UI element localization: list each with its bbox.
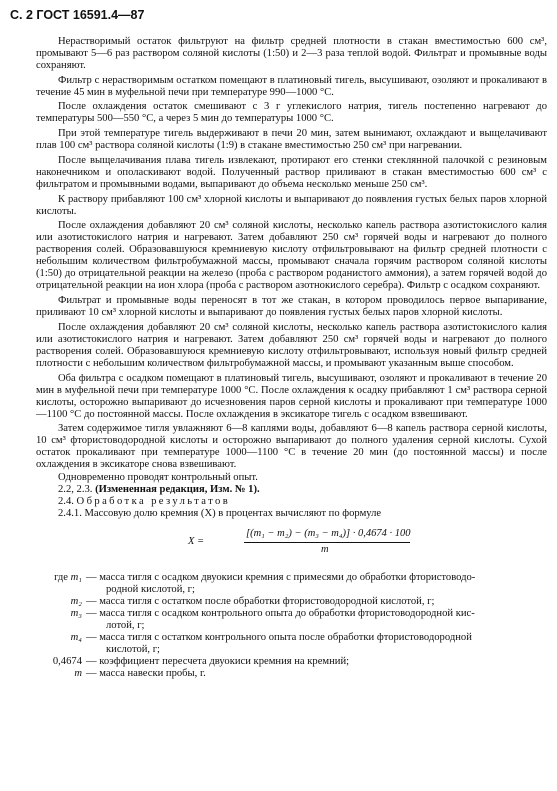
section-title: Обработка результатов bbox=[76, 495, 231, 507]
definition-continuation: лотой, г; bbox=[106, 619, 145, 631]
definition-line: — масса тигля с остатком после обработки фтористоводородной кислотой, г; bbox=[86, 595, 435, 607]
symbol-m: m bbox=[74, 668, 82, 680]
definition-row bbox=[36, 632, 547, 656]
document-body bbox=[36, 36, 547, 680]
definition-row bbox=[36, 572, 547, 596]
edition-prefix: 2.2, 2.3. bbox=[58, 483, 96, 495]
definitions-list bbox=[36, 572, 547, 680]
section-heading bbox=[36, 496, 547, 508]
paragraph: Фильтр с нерастворимым остатком помещают в платиновый тигель, высушивают, озоляют и прокаливают в течение 45 мин в муфельной печи при температуре 990—1000 °С. bbox=[36, 74, 547, 98]
fraction-bar bbox=[244, 542, 410, 543]
definition-text bbox=[86, 656, 547, 668]
definition-symbol bbox=[36, 656, 86, 668]
symbol-m3: m₃ bbox=[70, 607, 82, 619]
definition-text bbox=[86, 608, 547, 632]
page-header: С. 2 ГОСТ 16591.4—87 bbox=[10, 8, 145, 22]
paragraph: К раствору прибавляют 100 см³ хлорной кислоты и выпаривают до появления густых белых паров хлорной кислоты. bbox=[36, 193, 547, 217]
definition-text bbox=[86, 632, 547, 656]
paragraph: Оба фильтра с осадком помещают в платиновый тигель, высушивают, озоляют и прокаливают в течение 20 мин в муфельной печи при температуре 1000 °С. После охлаждения к осадку прибавляют 1 см³ раствора серной кислоты, осторожно выпаривают до исчезновения паров серной кислоты и прокаливают при температуре 1000—1100 °С до постоянной массы. После охлаждения в эксикаторе тигель с осадком взвешивают. bbox=[36, 372, 547, 420]
formula-numerator: [(m₁ − m₂) − (m₃ − m₄)] · 0,4674 · 100 bbox=[246, 527, 411, 539]
definition-line: — коэффициент пересчета двуокиси кремния на кремний; bbox=[86, 656, 350, 668]
definition-continuation: кислотой, г; bbox=[106, 644, 161, 655]
definition-line: — масса тигля с остатком контрольного опыта после обработки фтористоводородной bbox=[86, 631, 472, 643]
formula-denominator: m bbox=[321, 543, 329, 555]
definition-line: — масса тигля с осадком двуокиси кремния с примесями до обработки фтористоводо- bbox=[86, 571, 476, 583]
paragraph: При этой температуре тигель выдерживают в печи 20 мин, затем вынимают, охлаждают и выщелачивают плав 100 см³ раствора соляной кислоты (1:9) в стакане вместимостью 250 см³ при нагревании. bbox=[36, 128, 547, 152]
definition-symbol bbox=[36, 608, 86, 632]
formula bbox=[36, 528, 547, 562]
definition-line: — масса навески пробы, г. bbox=[86, 668, 206, 680]
symbol-m1: m₁ bbox=[70, 571, 82, 583]
control-experiment-line: Одновременно проводят контрольный опыт. bbox=[58, 471, 258, 483]
paragraph: Нерастворимый остаток фильтруют на фильтр средней плотности в стакан вместимостью 600 см³, промывают 5—6 раз раствором соляной кислоты (1:50) и 2—3 раза теплой водой. Фильтрат и промывные воды сохраняют. bbox=[36, 36, 547, 72]
definition-text bbox=[86, 572, 547, 596]
symbol-m2: m₂ bbox=[70, 595, 82, 607]
definition-symbol bbox=[36, 632, 86, 656]
paragraph: После охлаждения добавляют 20 см³ соляной кислоты, несколько капель раствора азотистокислого калия или азотистокислого натрия и нагревают. Затем добавляют 250 см³ горячей воды и нагревают до полного растворения солей. Образовавшуюся кремниевую кислоту отфильтровывают, используя новый фильтр средней плотности с небольшим количеством фильтробумажной массы, и промывают указанным выше способом. bbox=[36, 321, 547, 369]
definition-row bbox=[36, 668, 547, 680]
definition-row bbox=[36, 608, 547, 632]
edition-note bbox=[36, 484, 547, 496]
edition-text: (Измененная редакция, Изм. № 1). bbox=[95, 483, 260, 495]
definition-symbol bbox=[36, 596, 86, 608]
where-word: где bbox=[54, 571, 68, 583]
definition-text bbox=[86, 596, 547, 608]
definition-text bbox=[86, 668, 547, 680]
paragraph: Фильтрат и промывные воды переносят в тот же стакан, в котором проводилось первое выпаривание, приливают 10 см³ хлорной кислоты и выпаривают до появления густых белых паров хлорной кислоты. bbox=[36, 295, 547, 319]
definition-line: — масса тигля с осадком контрольного опыта до обработки фтористоводородной кис- bbox=[86, 607, 475, 619]
paragraph: После охлаждения добавляют 20 см³ соляной кислоты, несколько капель раствора азотистокислого калия или азотистокислого натрия и нагревают. Затем добавляют 250 см³ горячей воды и нагревают до полного растворения солей. Образовавшуюся кремниевую кислоту отфильтровывают на фильтр средней плотности с небольшим количеством фильтробумажной массы, промывают сначала горячим раствором соляной кислоты (1:50) до отрицательной реакции на железо (проба с раствором роданистого аммония), а затем горячей водой до отрицательной реакции на ион хлора (проба с раствором азотнокислого серебра). Фильтр с осадком сохраняют. bbox=[36, 220, 547, 292]
definition-continuation: родной кислотой, г; bbox=[106, 583, 195, 595]
definition-row bbox=[36, 596, 547, 608]
symbol-coefficient: 0,4674 bbox=[52, 656, 82, 668]
symbol-m4: m₄ bbox=[70, 631, 82, 643]
paragraph: После выщелачивания плава тигель извлекают, протирают его стенки стеклянной палочкой с резиновым наконечником и ополаскивают водой. Полученный раствор приливают в стакан вместимостью 600 см³ с фильтратом и промывными водами, выпаривают до объема несколько меньше 250 см³. bbox=[36, 154, 547, 190]
definition-symbol bbox=[14, 572, 86, 596]
section-number: 2.4. bbox=[58, 495, 77, 507]
formula-lhs: X = bbox=[188, 535, 205, 547]
definition-row bbox=[36, 656, 547, 668]
subsection-2-4-1: 2.4.1. Массовую долю кремния (X) в процентах вычисляют по формуле bbox=[58, 507, 382, 519]
paragraph: Затем содержимое тигля увлажняют 6—8 каплями воды, добавляют 6—8 капель раствора серной кислоты, 10 см³ фтористоводородной кислоты и осторожно выпаривают до полного удаления серной кислоты. Сухой остаток прокаливают при температуре 1000—1100 °С в течение 20 мин (до постоянной массы) и после охлаждения в эксикаторе снова взвешивают. bbox=[36, 423, 547, 471]
definition-symbol bbox=[36, 668, 86, 680]
paragraph: После охлаждения остаток смешивают с 3 г углекислого натрия, тигель постепенно нагревают до температуры 500—550 °С, а через 5 мин до температуры 1000 °С. bbox=[36, 101, 547, 125]
